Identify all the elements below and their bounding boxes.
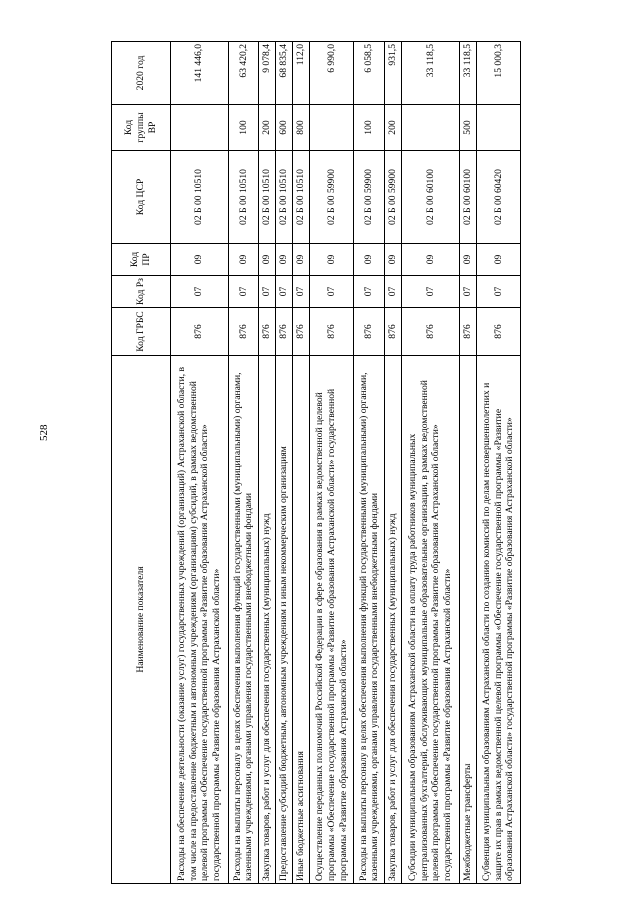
cell-csr: 02 Б 00 59900 bbox=[310, 151, 354, 244]
cell-csr: 02 Б 00 59900 bbox=[385, 151, 402, 244]
table-row bbox=[476, 42, 520, 884]
cell-grbs: 876 bbox=[310, 308, 354, 356]
cell-name: Закупка товаров, работ и услуг для обеспечения государственных (муниципальных) нужд bbox=[259, 356, 276, 884]
cell-csr: 02 Б 00 60100 bbox=[459, 151, 476, 244]
table-row bbox=[459, 42, 476, 884]
cell-vr: 100 bbox=[354, 105, 385, 151]
cell-amount: 33 118,5 bbox=[459, 42, 476, 105]
cell-name: Расходы на выплаты персоналу в целях обеспечения выполнения функций государственными (муниципальными) органами, казенными учреждениями, органами управления государственными внебюджетными фондами bbox=[354, 356, 385, 884]
cell-rz: 07 bbox=[476, 276, 520, 308]
cell-pr: 09 bbox=[228, 244, 259, 276]
cell-vr bbox=[402, 105, 460, 151]
cell-name: Субсидии муниципальным образованиям Астраханской области на оплату труда работников муниципальных централизованных бухгалтерий, обслуживающих муниципальные образовательные организации, в рамках ведомственной целевой программы «Обеспечение государственной программы «Развитие образования Астраханской области» государственной программы «Развитие образования Астраханской области» bbox=[402, 356, 460, 884]
header-pr: Код ПР bbox=[112, 244, 171, 276]
cell-amount: 68 835,4 bbox=[276, 42, 293, 105]
cell-pr: 09 bbox=[354, 244, 385, 276]
cell-pr: 09 bbox=[385, 244, 402, 276]
cell-csr: 02 Б 00 10510 bbox=[293, 151, 310, 244]
cell-csr: 02 Б 00 60420 bbox=[476, 151, 520, 244]
cell-vr: 500 bbox=[459, 105, 476, 151]
cell-vr bbox=[171, 105, 229, 151]
header-name: Наименование показателя bbox=[112, 356, 171, 884]
cell-pr: 09 bbox=[259, 244, 276, 276]
cell-amount: 931,5 bbox=[385, 42, 402, 105]
cell-csr: 02 Б 00 10510 bbox=[276, 151, 293, 244]
cell-rz: 07 bbox=[293, 276, 310, 308]
cell-csr: 02 Б 00 10510 bbox=[259, 151, 276, 244]
cell-rz: 07 bbox=[385, 276, 402, 308]
cell-csr: 02 Б 00 10510 bbox=[228, 151, 259, 244]
cell-rz: 07 bbox=[402, 276, 460, 308]
cell-grbs: 876 bbox=[402, 308, 460, 356]
cell-rz: 07 bbox=[310, 276, 354, 308]
cell-pr: 09 bbox=[276, 244, 293, 276]
header-csr: Код ЦСР bbox=[112, 151, 171, 244]
cell-amount: 33 118,5 bbox=[402, 42, 460, 105]
table-row bbox=[228, 42, 259, 884]
cell-grbs: 876 bbox=[228, 308, 259, 356]
cell-grbs: 876 bbox=[293, 308, 310, 356]
cell-vr: 600 bbox=[276, 105, 293, 151]
cell-vr bbox=[476, 105, 520, 151]
cell-pr: 09 bbox=[310, 244, 354, 276]
cell-vr: 100 bbox=[228, 105, 259, 151]
cell-amount: 112,0 bbox=[293, 42, 310, 105]
cell-grbs: 876 bbox=[385, 308, 402, 356]
cell-amount: 6 058,5 bbox=[354, 42, 385, 105]
cell-name: Расходы на выплаты персоналу в целях обеспечения выполнения функций государственными (муниципальными) органами, казенными учреждениями, органами управления государственными внебюджетными фондами bbox=[228, 356, 259, 884]
cell-pr: 09 bbox=[171, 244, 229, 276]
table-row bbox=[385, 42, 402, 884]
page-number: 528 bbox=[38, 424, 50, 441]
table-header-row bbox=[112, 42, 171, 884]
cell-csr: 02 Б 00 59900 bbox=[354, 151, 385, 244]
cell-name: Межбюджетные трансферты bbox=[459, 356, 476, 884]
table-row bbox=[354, 42, 385, 884]
cell-amount: 63 420,2 bbox=[228, 42, 259, 105]
cell-csr: 02 Б 00 10510 bbox=[171, 151, 229, 244]
cell-pr: 09 bbox=[459, 244, 476, 276]
budget-table-wrapper bbox=[111, 42, 521, 884]
cell-rz: 07 bbox=[354, 276, 385, 308]
cell-rz: 07 bbox=[276, 276, 293, 308]
cell-name: Осуществление переданных полномочий Российской Федерации в сфере образования в рамках ведомственной целевой программы «Обеспечение государственной программы «Развитие образования Астраханской области» государственной программы «Развитие образования Астраханской области» bbox=[310, 356, 354, 884]
cell-name: Закупка товаров, работ и услуг для обеспечения государственных (муниципальных) нужд bbox=[385, 356, 402, 884]
cell-vr: 200 bbox=[385, 105, 402, 151]
table-row bbox=[293, 42, 310, 884]
cell-name: Предоставление субсидий бюджетным, автономным учреждениям и иным некоммерческим организациям bbox=[276, 356, 293, 884]
cell-vr bbox=[310, 105, 354, 151]
header-vr: Код группы ВР bbox=[112, 105, 171, 151]
cell-amount: 6 990,0 bbox=[310, 42, 354, 105]
table-row bbox=[310, 42, 354, 884]
cell-csr: 02 Б 00 60100 bbox=[402, 151, 460, 244]
cell-rz: 07 bbox=[228, 276, 259, 308]
cell-pr: 09 bbox=[402, 244, 460, 276]
budget-table bbox=[111, 41, 521, 884]
cell-name: Расходы на обеспечение деятельности (оказание услуг) государственных учреждений (организаций) Астраханской области, в том числе на предоставление бюджетным и автономным учреждениям (организациям) субсидий, в рамках ведомственной целевой программы «Обеспечение государственной программы «Развитие образования Астраханской области» государственной программы «Развитие образования Астраханской области» bbox=[171, 356, 229, 884]
cell-rz: 07 bbox=[171, 276, 229, 308]
cell-grbs: 876 bbox=[476, 308, 520, 356]
table-row bbox=[402, 42, 460, 884]
table-row bbox=[259, 42, 276, 884]
cell-grbs: 876 bbox=[171, 308, 229, 356]
cell-amount: 9 078,4 bbox=[259, 42, 276, 105]
cell-amount: 141 446,0 bbox=[171, 42, 229, 105]
cell-grbs: 876 bbox=[354, 308, 385, 356]
cell-rz: 07 bbox=[259, 276, 276, 308]
cell-pr: 09 bbox=[293, 244, 310, 276]
cell-pr: 09 bbox=[476, 244, 520, 276]
cell-grbs: 876 bbox=[459, 308, 476, 356]
cell-vr: 200 bbox=[259, 105, 276, 151]
cell-rz: 07 bbox=[459, 276, 476, 308]
cell-grbs: 876 bbox=[276, 308, 293, 356]
cell-grbs: 876 bbox=[259, 308, 276, 356]
cell-name: Иные бюджетные ассигнования bbox=[293, 356, 310, 884]
table-row bbox=[276, 42, 293, 884]
cell-amount: 15 000,3 bbox=[476, 42, 520, 105]
header-year: 2020 год bbox=[112, 42, 171, 105]
header-grbs: Код ГРБС bbox=[112, 308, 171, 356]
header-rz: Код Рз bbox=[112, 276, 171, 308]
cell-vr: 800 bbox=[293, 105, 310, 151]
table-row bbox=[171, 42, 229, 884]
cell-name: Субвенция муниципальным образованиям Астраханской области по созданию комиссий по делам несовершеннолетних и защите их прав в рамках ведомственной целевой программы «Обеспечение государственной программы «Развитие образования Астраханской области» государственной программы «Развитие образования Астраханской области» bbox=[476, 356, 520, 884]
